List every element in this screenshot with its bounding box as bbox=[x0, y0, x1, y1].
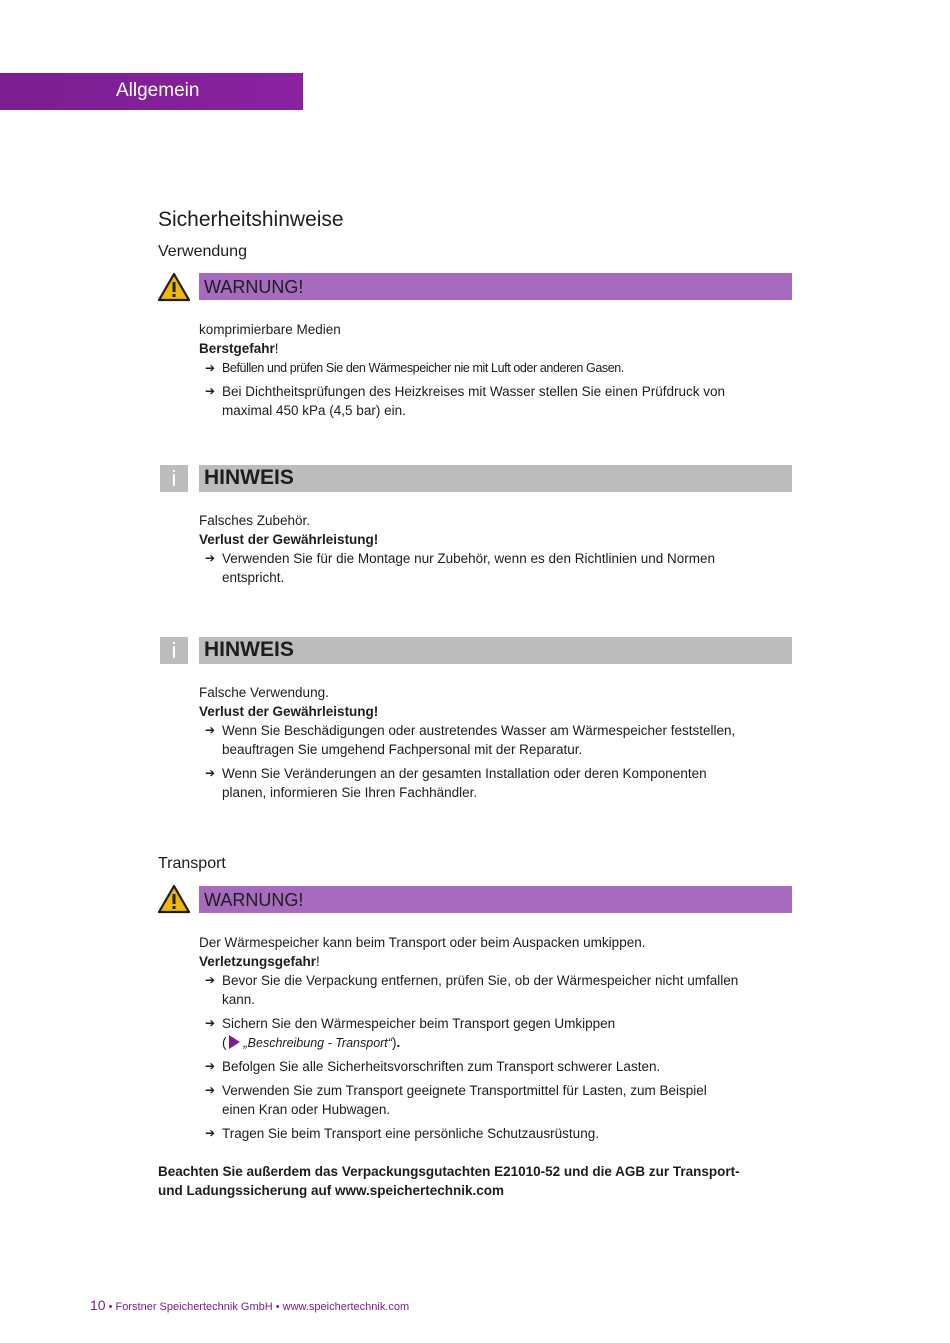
page-footer bbox=[90, 1297, 409, 1313]
arrow-right-icon: ➔ bbox=[205, 384, 216, 398]
warning-lead: Der Wärmespeicher kann beim Transport oder beim Auspacken umkippen. bbox=[199, 935, 646, 950]
arrow-right-icon: ➔ bbox=[205, 723, 216, 737]
note-label: HINWEIS bbox=[204, 466, 294, 489]
cross-reference-text[interactable]: „Beschreibung - Transport“ bbox=[243, 1036, 392, 1050]
closing-note-line-1: Beachten Sie außerdem das Verpackungsgutachten E21010-52 und die AGB zur Transport- bbox=[158, 1164, 740, 1179]
warning-bar bbox=[199, 273, 792, 300]
note-bar bbox=[199, 465, 792, 492]
warning-label: WARNUNG! bbox=[204, 890, 304, 910]
closing-note-line-2: und Ladungssicherung auf www.speichertechnik.com bbox=[158, 1183, 505, 1198]
arrow-right-icon: ➔ bbox=[205, 551, 216, 565]
page-title: Sicherheitshinweise bbox=[158, 208, 344, 231]
note-danger: Verlust der Gewährleistung! bbox=[199, 704, 379, 719]
arrow-right-icon: ➔ bbox=[205, 1059, 216, 1073]
arrow-right-icon: ➔ bbox=[205, 1016, 216, 1030]
arrow-right-icon: ➔ bbox=[205, 1083, 216, 1097]
play-triangle-icon bbox=[229, 1035, 240, 1049]
arrow-right-icon: ➔ bbox=[205, 973, 216, 987]
page-number: 10 bbox=[90, 1297, 106, 1313]
warning-danger-suffix: ! bbox=[274, 341, 279, 356]
warning-triangle-icon bbox=[157, 272, 191, 302]
note-bar bbox=[199, 637, 792, 664]
warning-triangle-icon bbox=[157, 884, 191, 914]
footer-text[interactable]: • Forstner Speichertechnik GmbH • www.speichertechnik.com bbox=[108, 1301, 410, 1313]
arrow-right-icon: ➔ bbox=[205, 361, 215, 375]
note-lead: Falsche Verwendung. bbox=[199, 685, 329, 700]
warning-danger-text: Verletzungsgefahr bbox=[199, 954, 317, 969]
info-icon: i bbox=[160, 465, 188, 492]
warning-danger-suffix: ! bbox=[316, 954, 320, 969]
warning-label: WARNUNG! bbox=[204, 277, 304, 297]
info-icon: i bbox=[160, 637, 188, 664]
note-label: HINWEIS bbox=[204, 638, 294, 661]
note-danger: Verlust der Gewährleistung! bbox=[199, 532, 379, 547]
warning-danger-text: Berstgefahr bbox=[199, 341, 275, 356]
arrow-right-icon: ➔ bbox=[205, 1126, 216, 1140]
warning-bar bbox=[199, 886, 792, 913]
section-heading-verwendung: Verwendung bbox=[158, 243, 247, 260]
section-heading-transport: Transport bbox=[158, 855, 226, 872]
warning-lead: komprimierbare Medien bbox=[199, 322, 341, 337]
note-lead: Falsches Zubehör. bbox=[199, 513, 311, 528]
arrow-right-icon: ➔ bbox=[205, 766, 216, 780]
section-header-label: Allgemein bbox=[116, 80, 200, 101]
warning-danger bbox=[199, 339, 279, 358]
warning-danger bbox=[199, 952, 320, 971]
